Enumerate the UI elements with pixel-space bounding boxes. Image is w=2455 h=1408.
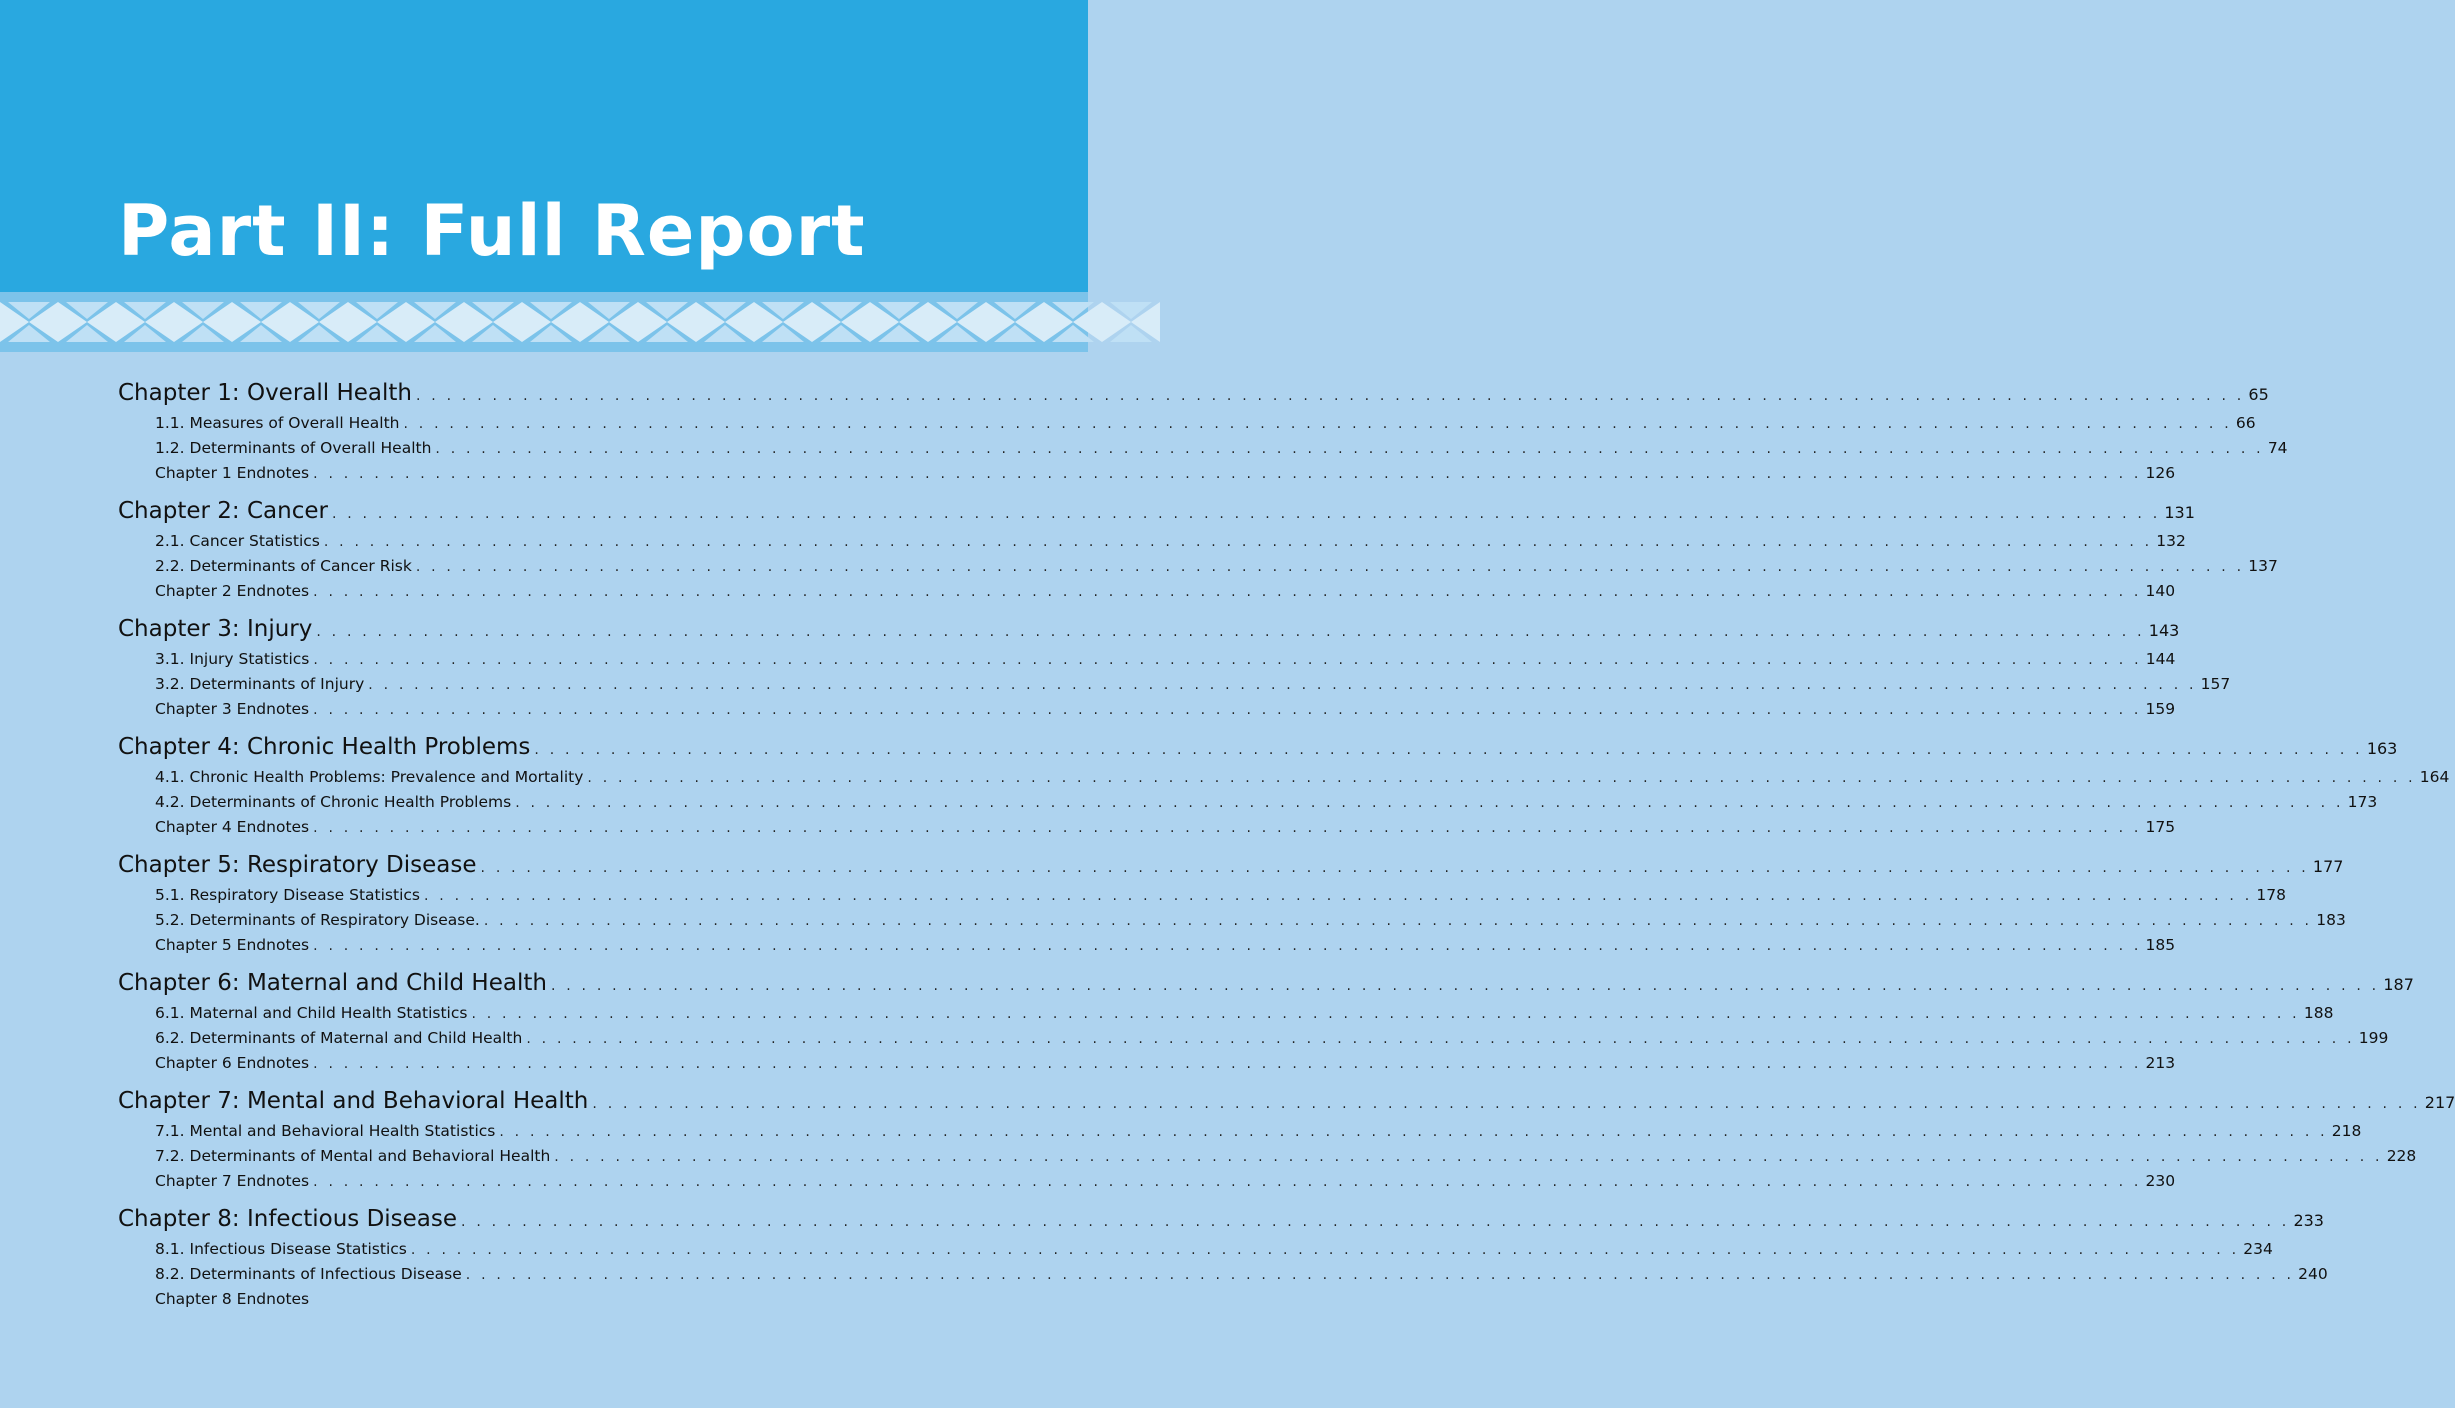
toc-chapter: [118, 498, 2278, 607]
toc-section-entry[interactable]: [118, 532, 2186, 557]
toc-section-entry[interactable]: [118, 464, 2176, 489]
section-title: Chapter 1 Endnotes: [155, 464, 310, 482]
section-title: 6.1. Maternal and Child Health Statistics: [155, 1004, 468, 1022]
section-title: 5.2. Determinants of Respiratory Disease.: [155, 911, 480, 929]
toc-chapter-entry[interactable]: [118, 616, 2180, 650]
toc-section-entry[interactable]: [118, 557, 2278, 582]
dot-leader: . . . . . . . . . . . . . . . . . . . . . . . . . . . . . . . . . . . . . . . . . . . . . . . . . . . . . . . . . . . . . . . . . . . . . . . . . . . . . . . . . . . . . . . . . . . . . . . . . . . . . . . . . . . . . . . . . . . . . . . .: [313, 938, 2142, 954]
toc-section-entry[interactable]: [118, 1122, 2362, 1147]
section-title: 2.1. Cancer Statistics: [155, 532, 320, 550]
toc-chapter-entry[interactable]: [118, 380, 2269, 414]
section-title: 6.2. Determinants of Maternal and Child Health: [155, 1029, 523, 1047]
dot-leader: . . . . . . . . . . . . . . . . . . . . . . . . . . . . . . . . . . . . . . . . . . . . . . . . . . . . . . . . . . . . . . . . . . . . . . . . . . . . . . . . . . . . . . . . . . . . . . . . . . . . . . . . . . . . . . . . . . . . . . . .: [526, 1031, 2355, 1047]
toc-chapter-entry[interactable]: [118, 1088, 2455, 1122]
section-title: Chapter 3 Endnotes: [155, 700, 310, 718]
page-number: 74: [2267, 439, 2288, 457]
chapter-title: Chapter 6: Maternal and Child Health: [118, 970, 547, 996]
chapter-title: Chapter 1: Overall Health: [118, 380, 412, 406]
toc-section-entry[interactable]: [118, 1004, 2334, 1029]
toc-section-entry[interactable]: [118, 1265, 2328, 1290]
section-title: Chapter 4 Endnotes: [155, 818, 310, 836]
chapter-title: Chapter 5: Respiratory Disease: [118, 852, 477, 878]
toc-section-entry[interactable]: [118, 768, 2450, 793]
dot-leader: . . . . . . . . . . . . . . . . . . . . . . . . . . . . . . . . . . . . . . . . . . . . . . . . . . . . . . . . . . . . . . . . . . . . . . . . . . . . . . . . . . . . . . . . . . . . . . . . . . . . . . . . . . . . . . . . . . . . . . . .: [587, 770, 2416, 786]
page-number: 240: [2298, 1265, 2328, 1283]
toc-section-entry[interactable]: [118, 793, 2378, 818]
toc-section-entry[interactable]: [118, 911, 2346, 936]
dot-leader: . . . . . . . . . . . . . . . . . . . . . . . . . . . . . . . . . . . . . . . . . . . . . . . . . . . . . . . . . . . . . . . . . . . . . . . . . . . . . . . . . . . . . . . . . . . . . . . . . . . . . . . . . . . . . . . . . . . . . . . .: [465, 1267, 2295, 1283]
page-number: 218: [2331, 1122, 2362, 1140]
section-title: 3.2. Determinants of Injury: [155, 675, 365, 693]
page-number: 183: [2316, 911, 2346, 929]
header-banner: [0, 0, 1088, 292]
toc-section-entry[interactable]: [118, 818, 2176, 843]
toc-chapter-entry[interactable]: [118, 734, 2398, 768]
section-title: 8.2. Determinants of Infectious Disease: [155, 1265, 462, 1283]
chapter-title: Chapter 2: Cancer: [118, 498, 328, 524]
page-number: 173: [2347, 793, 2378, 811]
page-number: 177: [2312, 857, 2344, 876]
band-top-stripe: [0, 292, 1088, 300]
toc-section-entry[interactable]: [118, 1147, 2417, 1172]
dot-leader: . . . . . . . . . . . . . . . . . . . . . . . . . . . . . . . . . . . . . . . . . . . . . . . . . . . . . . . . . . . . . . . . . . . . . . . . . . . . . . . . . . . . . . . . . . . . . . . . . . . . . . . . . . . . . . . . . . . . . . . .: [423, 888, 2253, 904]
toc-chapter: [118, 616, 2231, 725]
section-title: 2.2. Determinants of Cancer Risk: [155, 557, 412, 575]
page-number: 188: [2303, 1004, 2334, 1022]
dot-leader: . . . . . . . . . . . . . . . . . . . . . . . . . . . . . . . . . . . . . . . . . . . . . . . . . . . . . . . . . . . . . . . . . . . . . . . . . . . . . . . . . . . . . . . . . . . . . . . . . . . . . . . . . . . . . . . . . . . . . . . .: [323, 534, 2153, 550]
dot-leader: . . . . . . . . . . . . . . . . . . . . . . . . . . . . . . . . . . . . . . . . . . . . . . . . . . . . . . . . . . . . . . . . . . . . . . . . . . . . . . . . . . . . . . . . . . . . . . . . . . . . . . . . . . . . . . . . . . . . . . . .: [313, 820, 2142, 836]
toc-section-entry[interactable]: [118, 936, 2176, 961]
section-title: 7.2. Determinants of Mental and Behavioral Health: [155, 1147, 551, 1165]
toc-chapter-entry[interactable]: [118, 852, 2344, 886]
page-number: 65: [2248, 385, 2269, 404]
page-number: 233: [2293, 1211, 2324, 1230]
toc-section-entry[interactable]: [118, 675, 2231, 700]
page-number: 131: [2164, 503, 2195, 522]
dot-leader: . . . . . . . . . . . . . . . . . . . . . . . . . . . . . . . . . . . . . . . . . . . . . . . . . . . . . . . . . . . . . . . . . . . . . . . . . . . . . . . . . . . . . . . . . . . . . . . . . . . . . . . . . . . . . . . . . . . . . . . .: [316, 624, 2145, 640]
toc-section-entry[interactable]: [118, 886, 2286, 911]
page-number: 213: [2145, 1054, 2176, 1072]
page-number: 140: [2145, 582, 2176, 600]
section-title: 3.1. Injury Statistics: [155, 650, 310, 668]
chapter-title: Chapter 4: Chronic Health Problems: [118, 734, 531, 760]
dot-leader: . . . . . . . . . . . . . . . . . . . . . . . . . . . . . . . . . . . . . . . . . . . . . . . . . . . . . . . . . . . . . . . . . . . . . . . . . . . . . . . . . . . . . . . . . . . . . . . . . . . . . . . . . . . . . . . . . . . . . . . .: [368, 677, 2197, 693]
section-title: 4.1. Chronic Health Problems: Prevalence and Mortality: [155, 768, 584, 786]
dot-leader: . . . . . . . . . . . . . . . . . . . . . . . . . . . . . . . . . . . . . . . . . . . . . . . . . . . . . . . . . . . . . . . . . . . . . . . . . . . . . . . . . . . . . . . . . . . . . . . . . . . . . . . . . . . . . . . . . . . . . . . .: [461, 1214, 2290, 1230]
chapter-title: Chapter 3: Injury: [118, 616, 313, 642]
dot-leader: . . . . . . . . . . . . . . . . . . . . . . . . . . . . . . . . . . . . . . . . . . . . . . . . . . . . . . . . . . . . . . . . . . . . . . . . . . . . . . . . . . . . . . . . . . . . . . . . . . . . . . . . . . . . . . . . . . . . . . . .: [515, 795, 2344, 811]
page-number: 164: [2419, 768, 2450, 786]
section-title: 8.1. Infectious Disease Statistics: [155, 1240, 407, 1258]
toc-section-entry[interactable]: [118, 700, 2176, 725]
dot-leader: . . . . . . . . . . . . . . . . . . . . . . . . . . . . . . . . . . . . . . . . . . . . . . . . . . . . . . . . . . . . . . . . . . . . . . . . . . . . . . . . . . . . . . . . . . . . . . . . . . . . . . . . . . . . . . . . . . . . . . . .: [499, 1124, 2328, 1140]
dot-leader: . . . . . . . . . . . . . . . . . . . . . . . . . . . . . . . . . . . . . . . . . . . . . . . . . . . . . . . . . . . . . . . . . . . . . . . . . . . . . . . . . . . . . . . . . . . . . . . . . . . . . . . . . . . . . . . . . . . . . . . .: [313, 584, 2142, 600]
dot-leader: . . . . . . . . . . . . . . . . . . . . . . . . . . . . . . . . . . . . . . . . . . . . . . . . . . . . . . . . . . . . . . . . . . . . . . . . . . . . . . . . . . . . . . . . . . . . . . . . . . . . . . . . . . . . . . . . . . . . . . . .: [403, 416, 2232, 432]
page-number: 143: [2148, 621, 2180, 640]
toc-section-entry[interactable]: [118, 1054, 2176, 1079]
dot-leader: . . . . . . . . . . . . . . . . . . . . . . . . . . . . . . . . . . . . . . . . . . . . . . . . . . . . . . . . . . . . . . . . . . . . . . . . . . . . . . . . . . . . . . . . . . . . . . . . . . . . . . . . . . . . . . . . . . . . . . . .: [313, 702, 2142, 718]
page-number: 230: [2145, 1172, 2176, 1190]
section-title: Chapter 5 Endnotes: [155, 936, 310, 954]
toc-chapter: [118, 380, 2288, 489]
toc-chapter-entry[interactable]: [118, 498, 2195, 532]
dot-leader: . . . . . . . . . . . . . . . . . . . . . . . . . . . . . . . . . . . . . . . . . . . . . . . . . . . . . . . . . . . . . . . . . . . . . . . . . . . . . . . . . . . . . . . . . . . . . . . . . . . . . . . . . . . . . . . . . . . . . . . .: [483, 913, 2313, 929]
dot-leader: . . . . . . . . . . . . . . . . . . . . . . . . . . . . . . . . . . . . . . . . . . . . . . . . . . . . . . . . . . . . . . . . . . . . . . . . . . . . . . . . . . . . . . . . . . . . . . . . . . . . . . . . . . . . . . . . . . . . . . . .: [416, 388, 2245, 404]
dot-leader: . . . . . . . . . . . . . . . . . . . . . . . . . . . . . . . . . . . . . . . . . . . . . . . . . . . . . . . . . . . . . . . . . . . . . . . . . . . . . . . . . . . . . . . . . . . . . . . . . . . . . . . . . . . . . . . . . . . . . . . .: [410, 1242, 2240, 1258]
dot-leader: . . . . . . . . . . . . . . . . . . . . . . . . . . . . . . . . . . . . . . . . . . . . . . . . . . . . . . . . . . . . . . . . . . . . . . . . . . . . . . . . . . . . . . . . . . . . . . . . . . . . . . . . . . . . . . . . . . . . . . . .: [435, 441, 2264, 457]
dot-leader: . . . . . . . . . . . . . . . . . . . . . . . . . . . . . . . . . . . . . . . . . . . . . . . . . . . . . . . . . . . . . . . . . . . . . . . . . . . . . . . . . . . . . . . . . . . . . . . . . . . . . . . . . . . . . . . . . . . . . . . .: [313, 1174, 2142, 1190]
section-title: Chapter 2 Endnotes: [155, 582, 310, 600]
dot-leader: . . . . . . . . . . . . . . . . . . . . . . . . . . . . . . . . . . . . . . . . . . . . . . . . . . . . . . . . . . . . . . . . . . . . . . . . . . . . . . . . . . . . . . . . . . . . . . . . . . . . . . . . . . . . . . . . . . . . . . . .: [550, 978, 2380, 994]
page-number: 199: [2358, 1029, 2389, 1047]
page-number: 234: [2243, 1240, 2273, 1258]
toc-section-entry[interactable]: [118, 1172, 2176, 1197]
section-title: Chapter 6 Endnotes: [155, 1054, 310, 1072]
toc-section-entry[interactable]: [118, 1029, 2389, 1054]
toc-chapter: [118, 1206, 2328, 1315]
dot-leader: . . . . . . . . . . . . . . . . . . . . . . . . . . . . . . . . . . . . . . . . . . . . . . . . . . . . . . . . . . . . . . . . . . . . . . . . . . . . . . . . . . . . . . . . . . . . . . . . . . . . . . . . . . . . . . . . . . . . . . . .: [471, 1006, 2300, 1022]
page-title: Part II: Full Report: [118, 190, 866, 272]
section-title: 1.2. Determinants of Overall Health: [155, 439, 432, 457]
dot-leader: . . . . . . . . . . . . . . . . . . . . . . . . . . . . . . . . . . . . . . . . . . . . . . . . . . . . . . . . . . . . . . . . . . . . . . . . . . . . . . . . . . . . . . . . . . . . . . . . . . . . . . . . . . . . . . . . . . . . . . . .: [415, 559, 2245, 575]
section-title: Chapter 8 Endnotes: [155, 1290, 310, 1308]
section-title: 4.2. Determinants of Chronic Health Problems: [155, 793, 512, 811]
toc-chapter: [118, 1088, 2455, 1197]
dot-leader: . . . . . . . . . . . . . . . . . . . . . . . . . . . . . . . . . . . . . . . . . . . . . . . . . . . . . . . . . . . . . . . . . . . . . . . . . . . . . . . . . . . . . . . . . . . . . . . . . . . . . . . . . . . . . . . . . . . . . . . .: [313, 1056, 2142, 1072]
toc-section-entry[interactable]: [118, 650, 2176, 675]
section-title: Chapter 7 Endnotes: [155, 1172, 310, 1190]
dot-leader: . . . . . . . . . . . . . . . . . . . . . . . . . . . . . . . . . . . . . . . . . . . . . . . . . . . . . . . . . . . . . . . . . . . . . . . . . . . . . . . . . . . . . . . . . . . . . . . . . . . . . . . . . . . . . . . . . . . . . . . .: [592, 1096, 2421, 1112]
toc-section-entry[interactable]: [118, 582, 2176, 607]
page-number: 178: [2256, 886, 2286, 904]
section-title: 5.1. Respiratory Disease Statistics: [155, 886, 420, 904]
dot-leader: . . . . . . . . . . . . . . . . . . . . . . . . . . . . . . . . . . . . . . . . . . . . . . . . . . . . . . . . . . . . . . . . . . . . . . . . . . . . . . . . . . . . . . . . . . . . . . . . . . . . . . . . . . . . . . . . . . . . . . . .: [480, 860, 2309, 876]
page-number: 144: [2145, 650, 2176, 668]
toc-section-entry[interactable]: [118, 1290, 828, 1315]
toc-section-entry[interactable]: [118, 439, 2288, 464]
chapter-title: Chapter 8: Infectious Disease: [118, 1206, 458, 1232]
page-number: 185: [2145, 936, 2176, 954]
dot-leader: . . . . . . . . . . . . . . . . . . . . . . . . . . . . . . . . . . . . . . . . . . . . . . . . . . . . . . . . . . . . . . . . . . . . . . . . . . . . . . . . . . . . . . . . . . . . . . . . . . . . . . . . . . . . . . . . . . . . . . . .: [554, 1149, 2383, 1165]
toc-section-entry[interactable]: [118, 1240, 2273, 1265]
toc-chapter-entry[interactable]: [118, 970, 2414, 1004]
page-number: 217: [2424, 1093, 2455, 1112]
page-number: 132: [2156, 532, 2186, 550]
dot-leader: . . . . . . . . . . . . . . . . . . . . . . . . . . . . . . . . . . . . . . . . . . . . . . . . . . . . . . . . . . . . . . . . . . . . . . . . . . . . . . . . . . . . . . . . . . . . . . . . . . . . . . . . . . . . . . . . . . . . . . . .: [313, 466, 2142, 482]
dot-leader: . . . . . . . . . . . . . . . . . . . . . . . . . . . . . . . . . . . . . . . . . . . . . . . . . . . . . . . . . . . . . . . . . . . . . . . . . . . . . . . . . . . . . . . . . . . . . . . . . . . . . . . . . . . . . . . . . . . . . . . .: [534, 742, 2363, 758]
page-number: 137: [2248, 557, 2278, 575]
toc-chapter-entry[interactable]: [118, 1206, 2324, 1240]
section-title: 7.1. Mental and Behavioral Health Statistics: [155, 1122, 496, 1140]
toc-chapter: [118, 852, 2346, 961]
table-of-contents: [118, 380, 2455, 1324]
section-title: 1.1. Measures of Overall Health: [155, 414, 400, 432]
toc-chapter: [118, 970, 2414, 1079]
decorative-triangle-band: [0, 292, 1088, 352]
page-number: 126: [2145, 464, 2176, 482]
band-bottom-stripe: [0, 344, 1088, 352]
page-number: 163: [2366, 739, 2398, 758]
page-number: 228: [2386, 1147, 2417, 1165]
page-number: 66: [2235, 414, 2256, 432]
page-number: 187: [2383, 975, 2414, 994]
dot-leader: . . . . . . . . . . . . . . . . . . . . . . . . . . . . . . . . . . . . . . . . . . . . . . . . . . . . . . . . . . . . . . . . . . . . . . . . . . . . . . . . . . . . . . . . . . . . . . . . . . . . . . . . . . . . . . . . . . . . . . . .: [331, 506, 2161, 522]
page-number: 157: [2200, 675, 2231, 693]
toc-section-entry[interactable]: [118, 414, 2256, 439]
page-number: 159: [2145, 700, 2176, 718]
page-number: 175: [2145, 818, 2176, 836]
toc-chapter: [118, 734, 2450, 843]
dot-leader: . . . . . . . . . . . . . . . . . . . . . . . . . . . . . . . . . . . . . . . . . . . . . . . . . . . . . . . . . . . . . . . . . . . . . . . . . . . . . . . . . . . . . . . . . . . . . . . . . . . . . . . . . . . . . . . . . . . . . . . .: [313, 652, 2142, 668]
chapter-title: Chapter 7: Mental and Behavioral Health: [118, 1088, 589, 1114]
